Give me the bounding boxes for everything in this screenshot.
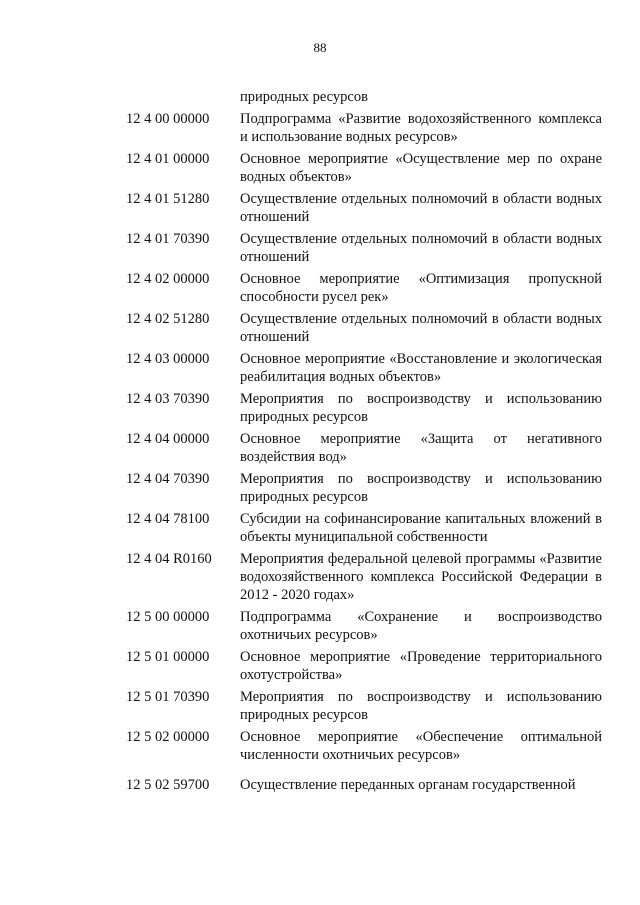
row-description: Основное мероприятие «Проведение территориального охотустройства» [240, 649, 602, 683]
row-code: 12 4 04 70390 [126, 471, 210, 487]
table-row [0, 648, 640, 684]
row-description: Подпрограмма «Сохранение и воспроизводство охотничьих ресурсов» [240, 609, 602, 643]
table-row [0, 430, 640, 466]
continuation-text: природных ресурсов [240, 89, 368, 105]
page-number: 88 [313, 40, 327, 55]
table-row [0, 510, 640, 546]
row-description: Осуществление переданных органам государственной [240, 777, 576, 793]
table-row [0, 550, 640, 604]
table-row [0, 470, 640, 506]
row-code: 12 4 04 R0160 [126, 551, 212, 567]
row-description: Подпрограмма «Развитие водохозяйственного комплекса и использование водных ресурсов» [240, 111, 602, 145]
classification-table [0, 110, 640, 793]
row-code: 12 4 01 70390 [126, 231, 210, 247]
row-code: 12 4 02 51280 [126, 311, 210, 327]
row-description: Основное мероприятие «Осуществление мер по охране водных объектов» [240, 151, 602, 185]
table-row [0, 608, 640, 644]
row-description: Основное мероприятие «Защита от негативного воздействия вод» [240, 431, 602, 465]
row-code: 12 5 02 59700 [126, 777, 210, 793]
row-code: 12 5 01 70390 [126, 689, 210, 705]
table-row [0, 350, 640, 386]
row-description: Мероприятия федеральной целевой программы «Развитие водохозяйственного комплекса Российской Федерации в 2012 - 2020 годах» [240, 551, 602, 603]
table-row [0, 728, 640, 764]
row-description: Осуществление отдельных полномочий в области водных отношений [240, 231, 602, 265]
row-code: 12 4 03 70390 [126, 391, 210, 407]
row-code: 12 4 02 00000 [126, 271, 210, 287]
table-row [0, 390, 640, 426]
row-description: Осуществление отдельных полномочий в области водных отношений [240, 191, 602, 225]
table-row [0, 150, 640, 186]
row-code: 12 5 02 00000 [126, 729, 210, 745]
row-description: Основное мероприятие «Оптимизация пропускной способности русел рек» [240, 271, 602, 305]
table-row [0, 230, 640, 266]
row-code: 12 4 01 51280 [126, 191, 210, 207]
row-code: 12 4 04 00000 [126, 431, 210, 447]
row-description: Мероприятия по воспроизводству и использованию природных ресурсов [240, 471, 602, 505]
row-code: 12 5 01 00000 [126, 649, 210, 665]
row-description: Мероприятия по воспроизводству и использованию природных ресурсов [240, 391, 602, 425]
row-code: 12 4 04 78100 [126, 511, 210, 527]
row-code: 12 4 00 00000 [126, 111, 210, 127]
row-description: Мероприятия по воспроизводству и использованию природных ресурсов [240, 689, 602, 723]
row-code: 12 4 01 00000 [126, 151, 210, 167]
row-description: Основное мероприятие «Восстановление и экологическая реабилитация водных объектов» [240, 351, 602, 385]
table-row [0, 688, 640, 724]
row-code: 12 4 03 00000 [126, 351, 210, 367]
row-description: Основное мероприятие «Обеспечение оптимальной численности охотничьих ресурсов» [240, 729, 602, 763]
table-row [0, 310, 640, 346]
row-code: 12 5 00 00000 [126, 609, 210, 625]
table-row [0, 110, 640, 146]
row-description: Осуществление отдельных полномочий в области водных отношений [240, 311, 602, 345]
table-row [0, 768, 640, 793]
table-row [0, 190, 640, 226]
row-description: Субсидии на софинансирование капитальных вложений в объекты муниципальной собственности [240, 511, 602, 545]
table-row [0, 270, 640, 306]
